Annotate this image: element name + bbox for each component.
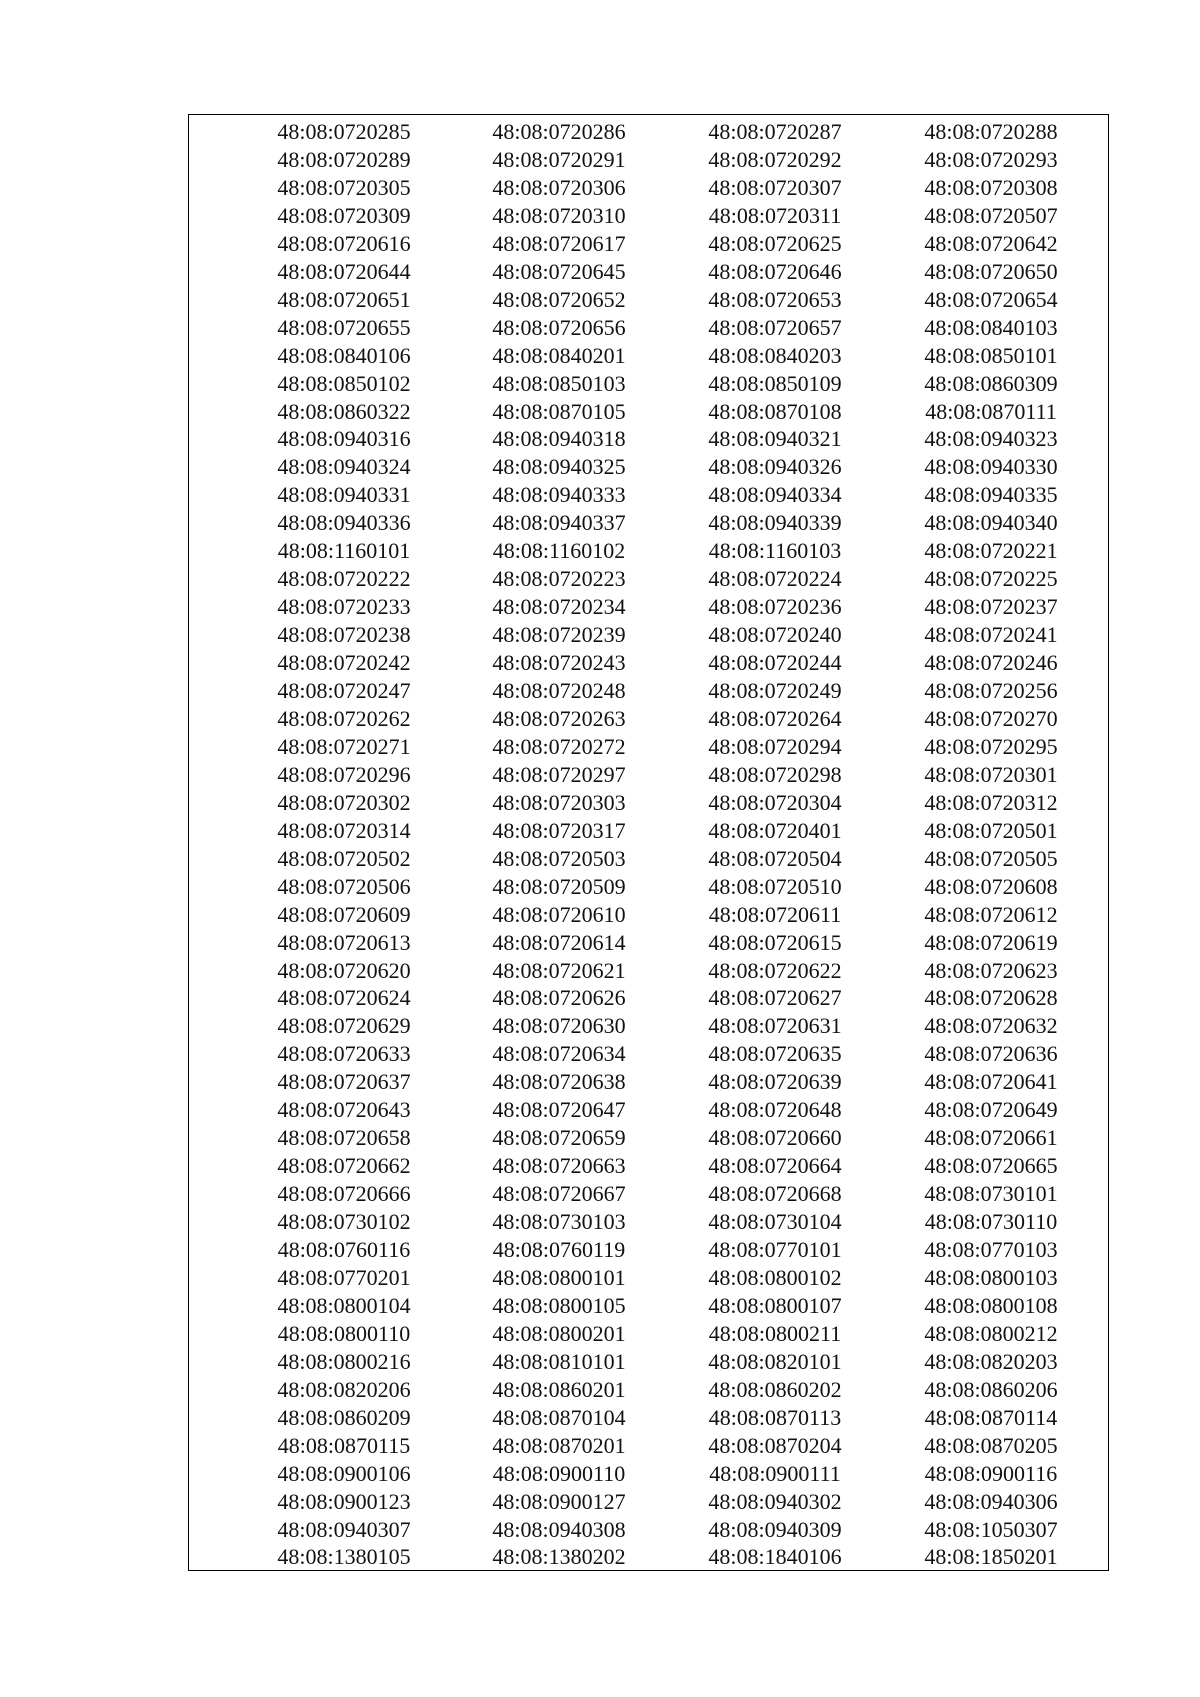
cadastral-number-cell: 48:08:0730110: [924, 1209, 1058, 1235]
cadastral-number-cell: 48:08:0720617: [492, 230, 626, 256]
table-row: [189, 901, 1108, 929]
cadastral-number-cell: 48:08:1160102: [492, 538, 626, 564]
cadastral-number-cell: 48:08:1160101: [277, 538, 411, 564]
cadastral-number-cell: 48:08:0900111: [709, 1460, 841, 1486]
cadastral-number-cell: 48:08:0720665: [924, 1153, 1058, 1179]
table-row: [189, 314, 1108, 342]
table-row: [189, 202, 1108, 230]
cadastral-number-cell: 48:08:0720295: [924, 733, 1058, 759]
cadastral-number-cell: 48:08:0940325: [492, 454, 626, 480]
cadastral-number-cell: 48:08:0940321: [708, 426, 842, 452]
cadastral-number-cell: 48:08:0870105: [492, 398, 626, 424]
table-row: [189, 621, 1108, 649]
table-row: [189, 258, 1108, 286]
cadastral-number-cell: 48:08:0720666: [277, 1181, 411, 1207]
cadastral-number-cell: 48:08:0940335: [924, 482, 1058, 508]
cadastral-number-cell: 48:08:0720248: [492, 678, 626, 703]
cadastral-number-cell: 48:08:0720287: [708, 119, 842, 144]
cadastral-number-cell: 48:08:0720639: [708, 1069, 842, 1095]
cadastral-number-cell: 48:08:0720622: [708, 957, 842, 983]
cadastral-number-cell: 48:08:0770103: [924, 1237, 1058, 1262]
cadastral-number-cell: 48:08:0840203: [708, 342, 842, 368]
cadastral-number-cell: 48:08:0720272: [492, 733, 626, 759]
cadastral-number-cell: 48:08:0850109: [708, 370, 842, 396]
cadastral-number-cell: 48:08:0870114: [924, 1404, 1058, 1430]
table-row: [189, 957, 1108, 985]
cadastral-number-cell: 48:08:0720656: [492, 314, 626, 340]
cadastral-number-cell: 48:08:1850201: [924, 1544, 1058, 1570]
cadastral-number-cell: 48:08:0720662: [277, 1153, 411, 1179]
table-row: [189, 370, 1108, 398]
cadastral-number-cell: 48:08:0800102: [708, 1264, 842, 1290]
cadastral-number-cell: 48:08:0800211: [708, 1320, 842, 1346]
cadastral-number-cell: 48:08:0800103: [924, 1264, 1058, 1290]
cadastral-number-cell: 48:08:0720627: [708, 985, 842, 1011]
cadastral-number-cell: 48:08:0730101: [924, 1181, 1058, 1207]
cadastral-number-cell: 48:08:0730104: [708, 1209, 842, 1235]
cadastral-number-cell: 48:08:0940326: [708, 454, 842, 480]
cadastral-number-cell: 48:08:0770201: [277, 1264, 411, 1290]
cadastral-number-cell: 48:08:0720648: [708, 1097, 842, 1123]
cadastral-number-cell: 48:08:0720305: [277, 174, 411, 200]
cadastral-number-cell: 48:08:0860202: [708, 1376, 842, 1402]
cadastral-number-cell: 48:08:0720629: [277, 1013, 411, 1039]
cadastral-number-cell: 48:08:0720244: [708, 650, 842, 676]
cadastral-number-cell: 48:08:0820206: [277, 1376, 411, 1402]
cadastral-number-cell: 48:08:0860206: [924, 1376, 1058, 1402]
cadastral-number-cell: 48:08:0720645: [492, 258, 626, 284]
cadastral-number-cell: 48:08:0940331: [277, 482, 411, 508]
cadastral-number-cell: 48:08:0720647: [492, 1097, 626, 1123]
cadastral-number-cell: 48:08:0720222: [277, 566, 411, 592]
cadastral-number-cell: 48:08:0720636: [924, 1041, 1058, 1067]
table-row: [189, 733, 1108, 761]
cadastral-number-cell: 48:08:0720612: [924, 901, 1058, 927]
table-row: [189, 1292, 1108, 1320]
cadastral-number-cell: 48:08:0800107: [708, 1292, 842, 1318]
cadastral-number-cell: 48:08:0940308: [492, 1516, 626, 1542]
cadastral-number-cell: 48:08:0720610: [492, 901, 626, 927]
cadastral-number-cell: 48:08:0760119: [492, 1237, 626, 1262]
cadastral-number-cell: 48:08:0940334: [708, 482, 842, 508]
cadastral-number-cell: 48:08:0720616: [277, 230, 411, 256]
cadastral-number-cell: 48:08:1380105: [277, 1544, 411, 1570]
cadastral-number-cell: 48:08:0870115: [277, 1432, 411, 1458]
cadastral-number-cell: 48:08:0940309: [708, 1516, 842, 1542]
cadastral-number-cell: 48:08:0720630: [492, 1013, 626, 1039]
table-row: [189, 1432, 1108, 1460]
table-row: [189, 453, 1108, 481]
table-row: [189, 817, 1108, 845]
cadastral-number-cell: 48:08:0720224: [708, 566, 842, 592]
cadastral-number-cell: 48:08:0720659: [492, 1125, 626, 1151]
cadastral-number-cell: 48:08:0720509: [492, 873, 626, 899]
cadastral-number-cell: 48:08:0800212: [924, 1320, 1058, 1346]
cadastral-number-cell: 48:08:0720653: [708, 286, 842, 312]
cadastral-number-cell: 48:08:0720505: [924, 845, 1058, 871]
cadastral-number-cell: 48:08:0720312: [924, 789, 1058, 815]
cadastral-number-cell: 48:08:0940337: [492, 510, 626, 536]
cadastral-number-cell: 48:08:0720233: [277, 594, 411, 620]
cadastral-number-cell: 48:08:0900106: [277, 1460, 411, 1486]
cadastral-number-cell: 48:08:0720314: [277, 817, 411, 843]
cadastral-number-cell: 48:08:0720637: [277, 1069, 411, 1095]
table-row: [189, 873, 1108, 901]
cadastral-number-cell: 48:08:0720308: [924, 174, 1058, 200]
cadastral-number-cell: 48:08:0720638: [492, 1069, 626, 1095]
cadastral-number-cell: 48:08:0720667: [492, 1181, 626, 1207]
cadastral-number-cell: 48:08:0720621: [492, 957, 626, 983]
cadastral-number-cell: 48:08:0840103: [924, 314, 1058, 340]
table-row: [189, 1460, 1108, 1488]
table-row: [189, 1096, 1108, 1124]
cadastral-number-cell: 48:08:0860201: [492, 1376, 626, 1402]
table-row: [189, 146, 1108, 174]
cadastral-number-cell: 48:08:0810101: [492, 1348, 626, 1374]
cadastral-number-cell: 48:08:0720234: [492, 594, 626, 620]
cadastral-number-cell: 48:08:0720297: [492, 761, 626, 787]
cadastral-number-cell: 48:08:0720307: [708, 174, 842, 200]
cadastral-number-cell: 48:08:0850102: [277, 370, 411, 396]
table-row: [189, 929, 1108, 957]
table-row: [189, 789, 1108, 817]
cadastral-number-cell: 48:08:0720401: [708, 817, 842, 843]
cadastral-number-cell: 48:08:0720608: [924, 873, 1058, 899]
cadastral-number-cell: 48:08:0940302: [708, 1488, 842, 1514]
cadastral-number-cell: 48:08:0720619: [924, 929, 1058, 955]
table-row: [189, 286, 1108, 314]
cadastral-number-cell: 48:08:0800101: [492, 1264, 626, 1290]
cadastral-number-cell: 48:08:0720296: [277, 761, 411, 787]
cadastral-number-cell: 48:08:0720668: [708, 1181, 842, 1207]
cadastral-number-cell: 48:08:0820203: [924, 1348, 1058, 1374]
cadastral-number-cell: 48:08:0720238: [277, 622, 411, 648]
table-row: [189, 1180, 1108, 1208]
cadastral-number-cell: 48:08:0720510: [708, 873, 842, 899]
cadastral-number-cell: 48:08:0720646: [708, 258, 842, 284]
cadastral-number-cell: 48:08:0720302: [277, 789, 411, 815]
cadastral-number-cell: 48:08:0860209: [277, 1404, 411, 1430]
cadastral-number-cell: 48:08:1380202: [492, 1544, 626, 1570]
table-row: [189, 984, 1108, 1012]
cadastral-number-cell: 48:08:0720270: [924, 705, 1058, 731]
cadastral-number-cell: 48:08:0720317: [492, 817, 626, 843]
cadastral-number-cell: 48:08:0720663: [492, 1153, 626, 1179]
cadastral-number-cell: 48:08:0720256: [924, 678, 1058, 703]
cadastral-number-cell: 48:08:0720304: [708, 789, 842, 815]
cadastral-number-cell: 48:08:0860322: [277, 398, 411, 424]
cadastral-number-cell: 48:08:0720501: [924, 817, 1058, 843]
cadastral-number-cell: 48:08:0720664: [708, 1153, 842, 1179]
cadastral-number-cell: 48:08:0940316: [277, 426, 411, 452]
cadastral-number-cell: 48:08:0720650: [924, 258, 1058, 284]
cadastral-number-cell: 48:08:0800104: [277, 1292, 411, 1318]
cadastral-number-cell: 48:08:0720223: [492, 566, 626, 592]
cadastral-number-cell: 48:08:0940323: [924, 426, 1058, 452]
table-row: [189, 705, 1108, 733]
cadastral-number-cell: 48:08:0800216: [277, 1348, 411, 1374]
cadastral-number-cell: 48:08:0730102: [277, 1209, 411, 1235]
cadastral-number-cell: 48:08:1840106: [708, 1544, 842, 1570]
table-row: [189, 1152, 1108, 1180]
cadastral-number-cell: 48:08:0720292: [708, 146, 842, 172]
cadastral-number-cell: 48:08:0730103: [492, 1209, 626, 1235]
table-row: [189, 1348, 1108, 1376]
cadastral-number-cell: 48:08:0840106: [277, 342, 411, 368]
cadastral-number-cell: 48:08:0870201: [492, 1432, 626, 1458]
cadastral-number-cell: 48:08:0900127: [492, 1488, 626, 1514]
cadastral-number-cell: 48:08:0720298: [708, 761, 842, 787]
cadastral-number-cell: 48:08:0720633: [277, 1041, 411, 1067]
cadastral-number-cell: 48:08:0940306: [924, 1488, 1058, 1514]
cadastral-number-cell: 48:08:0720236: [708, 594, 842, 620]
cadastral-number-cell: 48:08:0850101: [924, 342, 1058, 368]
cadastral-number-cell: 48:08:0720301: [924, 761, 1058, 787]
cadastral-number-cell: 48:08:0720623: [924, 957, 1058, 983]
table-row: [189, 1040, 1108, 1068]
cadastral-number-cell: 48:08:0720289: [277, 146, 411, 172]
cadastral-number-cell: 48:08:0720225: [924, 566, 1058, 592]
cadastral-number-cell: 48:08:0720242: [277, 650, 411, 676]
cadastral-number-cell: 48:08:0720624: [277, 985, 411, 1011]
cadastral-number-cell: 48:08:0820101: [708, 1348, 842, 1374]
cadastral-number-cell: 48:08:0720661: [924, 1125, 1058, 1151]
cadastral-number-cell: 48:08:0840201: [492, 342, 626, 368]
cadastral-number-cell: 48:08:0720651: [277, 286, 411, 312]
cadastral-number-cell: 48:08:0720288: [924, 119, 1058, 144]
cadastral-number-cell: 48:08:0720286: [492, 119, 626, 144]
cadastral-number-cell: 48:08:0720271: [277, 733, 411, 759]
table-row: [189, 425, 1108, 453]
cadastral-number-cell: 48:08:0870111: [925, 398, 1057, 424]
cadastral-number-cell: 48:08:0800108: [924, 1292, 1058, 1318]
cadastral-number-cell: 48:08:0720502: [277, 845, 411, 871]
cadastral-number-cell: 48:08:0860309: [924, 370, 1058, 396]
table-row: [189, 481, 1108, 509]
table-row: [189, 1488, 1108, 1516]
cadastral-number-cell: 48:08:0720506: [277, 873, 411, 899]
cadastral-number-cell: 48:08:0720262: [277, 705, 411, 731]
cadastral-number-cell: 48:08:0940324: [277, 454, 411, 480]
cadastral-number-cell: 48:08:0720240: [708, 622, 842, 648]
cadastral-number-cell: 48:08:0720221: [924, 538, 1058, 564]
cadastral-number-cell: 48:08:0720660: [708, 1125, 842, 1151]
cadastral-number-cell: 48:08:0720503: [492, 845, 626, 871]
table-row: [189, 649, 1108, 677]
cadastral-number-cell: 48:08:0720303: [492, 789, 626, 815]
cadastral-number-cell: 48:08:0720641: [924, 1069, 1058, 1095]
table-row: [189, 342, 1108, 370]
table-row: [189, 1543, 1108, 1571]
cadastral-number-cell: 48:08:0720644: [277, 258, 411, 284]
table-row: [189, 1516, 1108, 1544]
table-row: [189, 1404, 1108, 1432]
cadastral-number-cell: 48:08:0720657: [708, 314, 842, 340]
table-row: [189, 230, 1108, 258]
table-row: [189, 593, 1108, 621]
table-row: [189, 174, 1108, 202]
cadastral-number-cell: 48:08:0720620: [277, 957, 411, 983]
cadastral-number-cell: 48:08:0940340: [924, 510, 1058, 536]
cadastral-number-cell: 48:08:0720264: [708, 705, 842, 731]
table-row: [189, 1012, 1108, 1040]
cadastral-number-cell: 48:08:0720263: [492, 705, 626, 731]
table-row: [189, 1264, 1108, 1292]
cadastral-number-cell: 48:08:0720649: [924, 1097, 1058, 1123]
cadastral-number-cell: 48:08:0720504: [708, 845, 842, 871]
cadastral-number-cell: 48:08:0720614: [492, 929, 626, 955]
cadastral-number-cell: 48:08:0720285: [277, 119, 411, 144]
table-row: [189, 677, 1108, 705]
cadastral-number-cell: 48:08:0940339: [708, 510, 842, 536]
cadastral-number-cell: 48:08:0720247: [277, 678, 411, 703]
table-row: [189, 509, 1108, 537]
cadastral-number-cell: 48:08:0720625: [708, 230, 842, 256]
table-row: [189, 1068, 1108, 1096]
table-row: [189, 761, 1108, 789]
cadastral-number-cell: 48:08:0940330: [924, 454, 1058, 480]
cadastral-number-cell: 48:08:0720249: [708, 678, 842, 703]
cadastral-number-cell: 48:08:0870205: [924, 1432, 1058, 1458]
cadastral-number-cell: 48:08:0800105: [492, 1292, 626, 1318]
cadastral-number-cell: 48:08:0720635: [708, 1041, 842, 1067]
table-row: [189, 537, 1108, 565]
cadastral-number-cell: 48:08:0720642: [924, 230, 1058, 256]
cadastral-number-cell: 48:08:0720634: [492, 1041, 626, 1067]
table-row: [189, 1124, 1108, 1152]
cadastral-number-cell: 48:08:0870113: [708, 1404, 842, 1430]
table-row: [189, 1376, 1108, 1404]
cadastral-number-cell: 48:08:0720311: [708, 202, 842, 228]
cadastral-number-cell: 48:08:0770101: [708, 1237, 842, 1262]
cadastral-number-cell: 48:08:0720293: [924, 146, 1058, 172]
cadastral-number-cell: 48:08:0720246: [924, 650, 1058, 676]
cadastral-number-cell: 48:08:0720310: [492, 202, 626, 228]
cadastral-number-cell: 48:08:0900123: [277, 1488, 411, 1514]
table-row: [189, 118, 1108, 146]
cadastral-number-cell: 48:08:0720306: [492, 174, 626, 200]
cadastral-number-cell: 48:08:0720611: [708, 901, 842, 927]
cadastral-number-cell: 48:08:0760116: [277, 1237, 411, 1262]
table-row: [189, 398, 1108, 426]
cadastral-number-cell: 48:08:0870104: [492, 1404, 626, 1430]
cadastral-number-cell: 48:08:0720239: [492, 622, 626, 648]
table-row: [189, 1236, 1108, 1264]
cadastral-number-cell: 48:08:0720652: [492, 286, 626, 312]
cadastral-number-cell: 48:08:0720626: [492, 985, 626, 1011]
cadastral-number-cell: 48:08:0720615: [708, 929, 842, 955]
cadastral-number-cell: 48:08:0720291: [492, 146, 626, 172]
table-row: [189, 845, 1108, 873]
table-row: [189, 1320, 1108, 1348]
cadastral-number-cell: 48:08:0720628: [924, 985, 1058, 1011]
cadastral-number-cell: 48:08:0720654: [924, 286, 1058, 312]
cadastral-number-cell: 48:08:0720294: [708, 733, 842, 759]
cadastral-number-cell: 48:08:0940318: [492, 426, 626, 452]
cadastral-number-cell: 48:08:0800110: [277, 1320, 411, 1346]
cadastral-number-cell: 48:08:0720243: [492, 650, 626, 676]
cadastral-number-cell: 48:08:0940333: [492, 482, 626, 508]
cadastral-number-cell: 48:08:0720632: [924, 1013, 1058, 1039]
cadastral-number-cell: 48:08:0720237: [924, 594, 1058, 620]
cadastral-number-cell: 48:08:0720613: [277, 929, 411, 955]
cadastral-number-cell: 48:08:0720643: [277, 1097, 411, 1123]
cadastral-number-cell: 48:08:0720658: [277, 1125, 411, 1151]
cadastral-number-cell: 48:08:0720655: [277, 314, 411, 340]
cadastral-number-cell: 48:08:0800201: [492, 1320, 626, 1346]
cadastral-number-cell: 48:08:0720309: [277, 202, 411, 228]
cadastral-number-cell: 48:08:0720631: [708, 1013, 842, 1039]
cadastral-number-cell: 48:08:0720241: [924, 622, 1058, 648]
cadastral-number-cell: 48:08:0900116: [924, 1460, 1058, 1486]
cadastral-number-cell: 48:08:0870204: [708, 1432, 842, 1458]
cadastral-number-cell: 48:08:0940307: [277, 1516, 411, 1542]
cadastral-number-cell: 48:08:0720609: [277, 901, 411, 927]
cadastral-numbers-table: [188, 114, 1109, 1571]
cadastral-number-cell: 48:08:1160103: [708, 538, 842, 564]
cadastral-number-cell: 48:08:0870108: [708, 398, 842, 424]
cadastral-number-cell: 48:08:1050307: [924, 1516, 1058, 1542]
cadastral-number-cell: 48:08:0940336: [277, 510, 411, 536]
cadastral-number-cell: 48:08:0720507: [924, 202, 1058, 228]
table-row: [189, 565, 1108, 593]
cadastral-number-cell: 48:08:0900110: [492, 1460, 626, 1486]
cadastral-number-cell: 48:08:0850103: [492, 370, 626, 396]
table-row: [189, 1208, 1108, 1236]
